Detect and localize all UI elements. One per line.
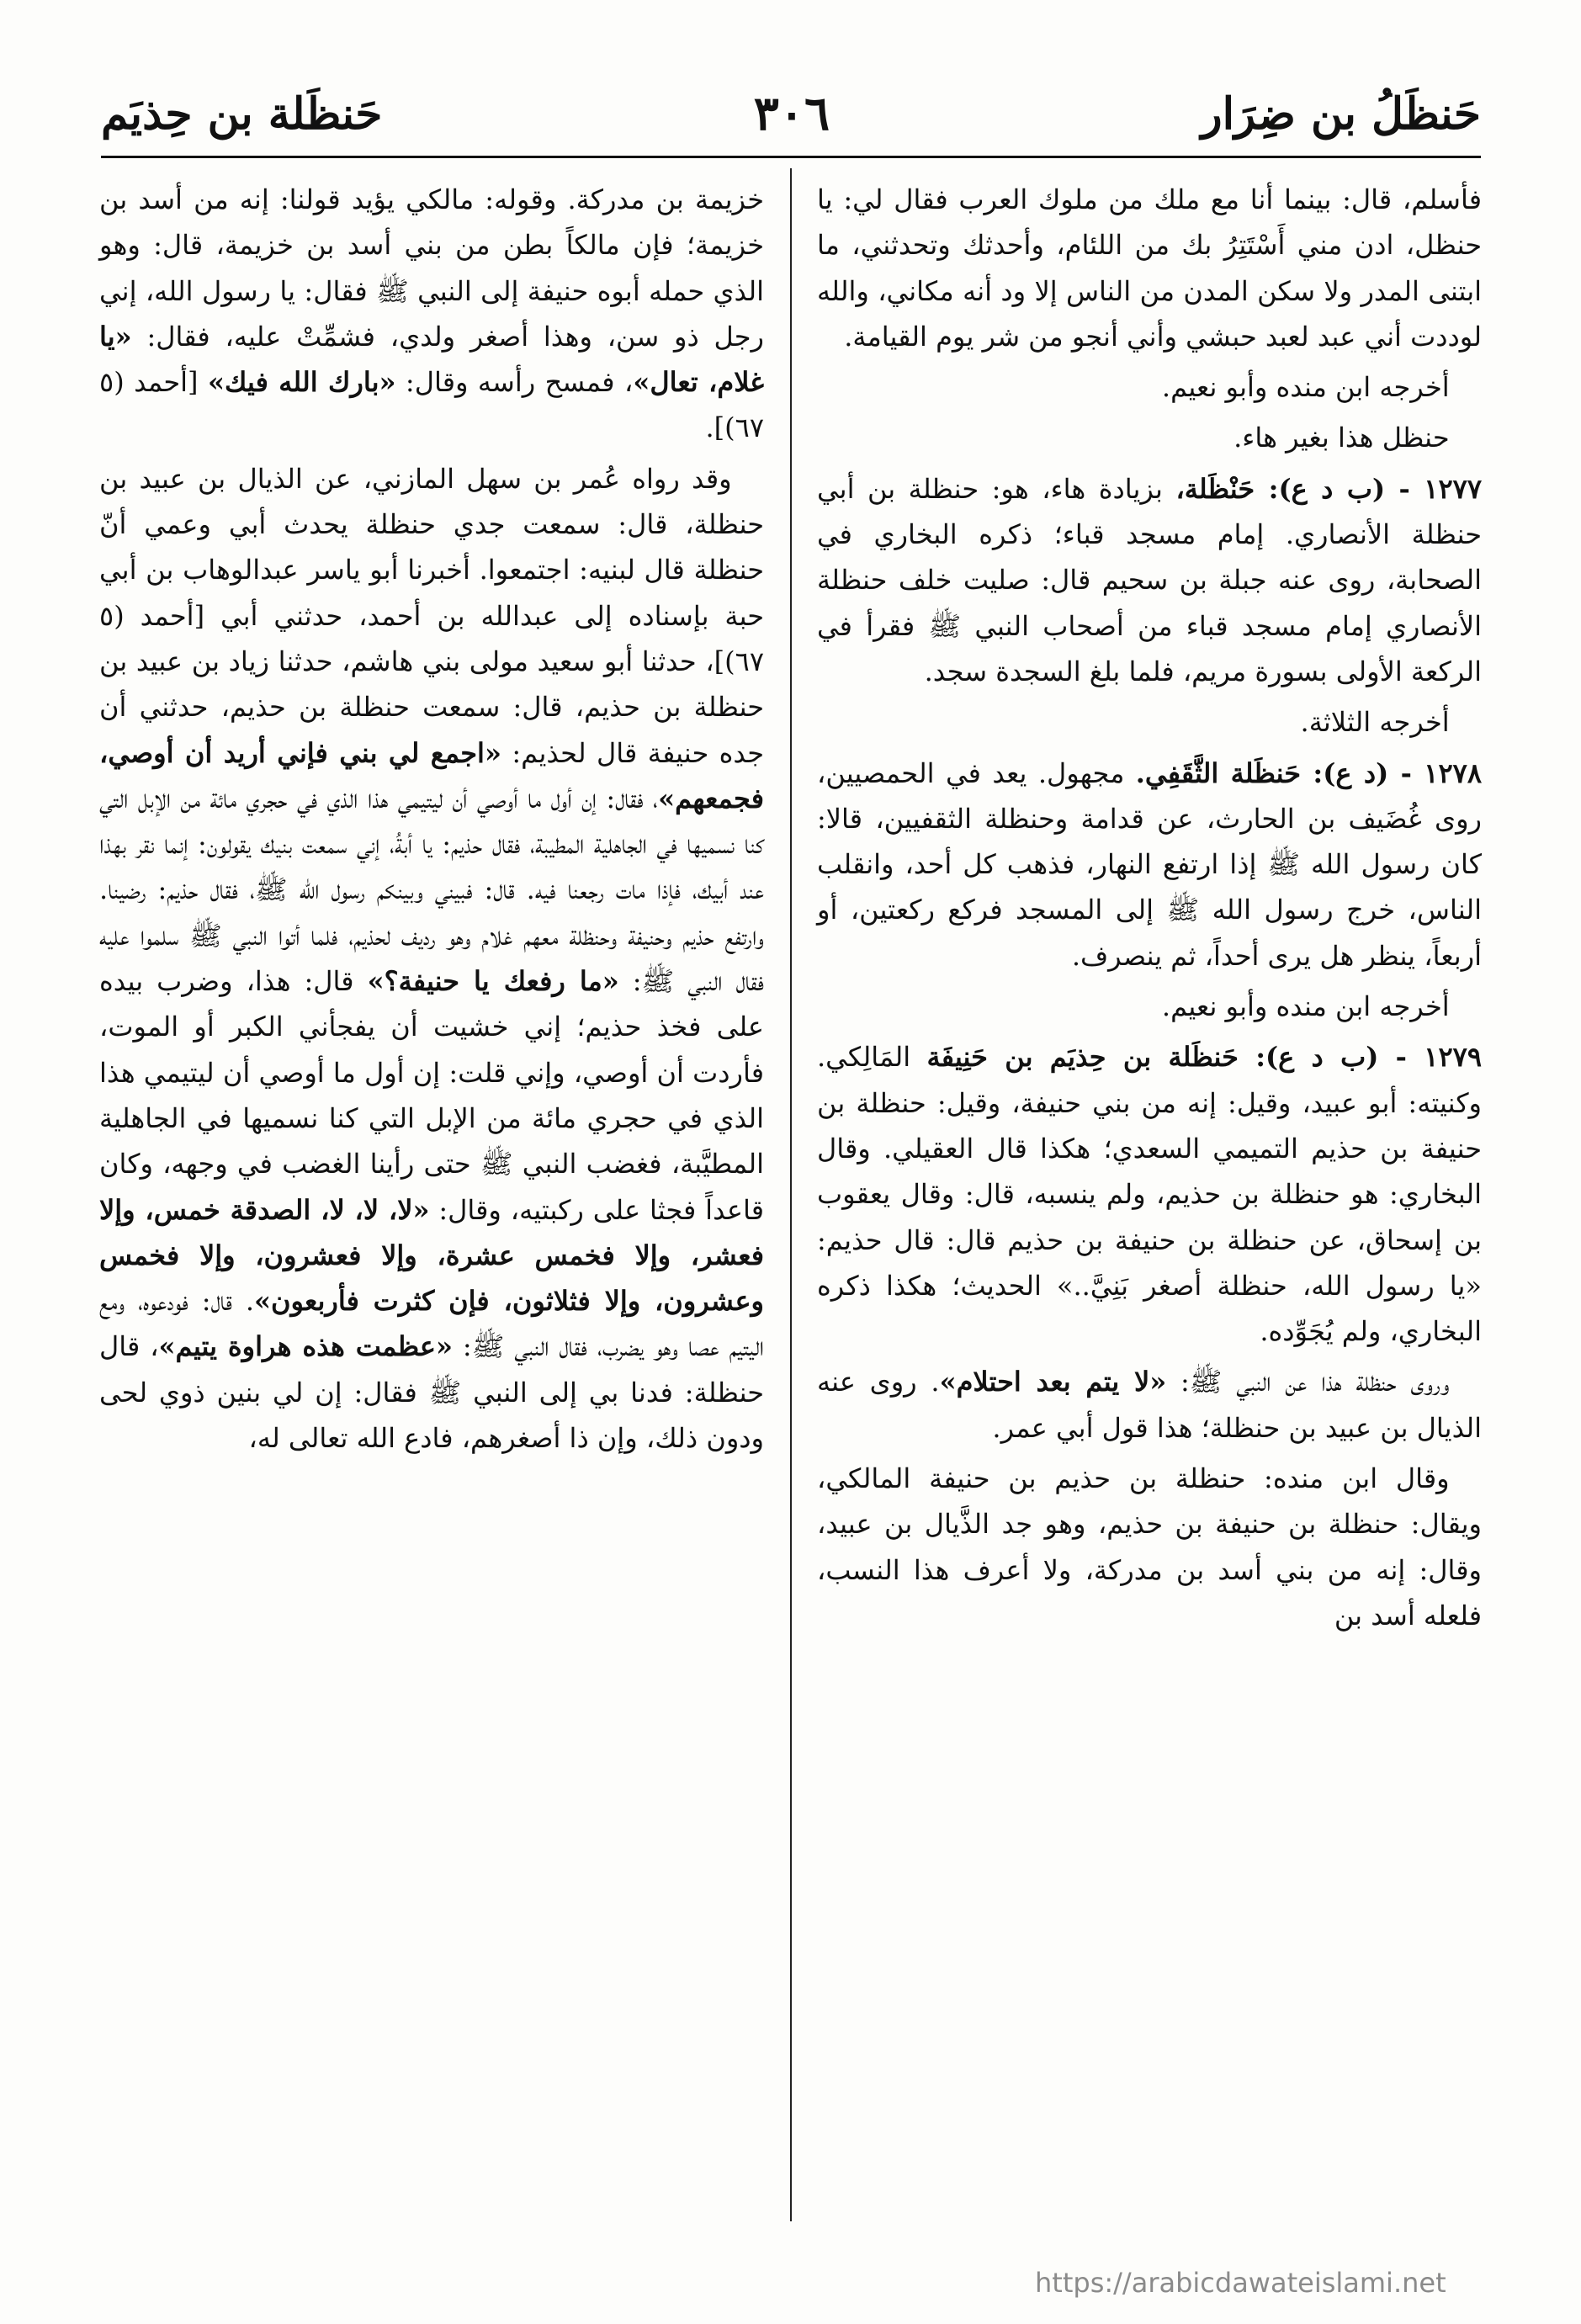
- entry-body: بزيادة هاء، هو: حنظلة بن أبي حنظلة الأنصاري. إمام مسجد قباء؛ ذكره البخاري في الصحابة، روى عنه جبلة بن سحيم قال: صليت خلف حنظلة الأنصاري إمام مسجد قباء من أصحاب النبي ﷺ فقرأ في الركعة الأولى بسورة مريم، فلما بلغ السجدة سجد.: [817, 472, 1482, 687]
- entry-body: مجهول. يعد في الحمصيين، روى غُضَيف بن الحارث، عن قدامة وحنظلة الثقفيين، قالا: كان رسول الله ﷺ إذا ارتفع النهار، فذهب كل أحد، وانقلب الناس، خرج رسول الله ﷺ إلى المسجد فركع ركعتين، أو أربعاً، ينظر هل يرى أحداً، ثم ينصرف.: [817, 756, 1482, 972]
- entry-1277: [817, 466, 1482, 694]
- running-title-right: حَنظَلُ بن ضِرَار: [1201, 88, 1481, 140]
- entry-heading: ١٢٧٧ - (ب د ع): حَنْظَلة،: [1175, 472, 1483, 505]
- text-run: خزيمة بن مدركة. وقوله: مالكي يؤيد قولنا: إنه من أسد بن خزيمة؛ فإن مالكاً بطن من بني أسد بن خزيمة، قال: وهو الذي حمله أبوه حنيفة إلى النبي ﷺ فقال: يا رسول الله، إني رجل ذو سن، وهذا أصغر ولدي، فشمِّتْ عليه، فقال:: [99, 183, 765, 353]
- hadith-quote: «عظمت هذه هراوة يتيم»: [158, 1330, 454, 1363]
- text-run: [أحمد (٥ ٦٧)].: [99, 366, 764, 444]
- column-divider: [790, 168, 792, 2221]
- text-run: ، فمسح رأسه وقال:: [395, 366, 634, 399]
- text-run: . قال: فودعوه، ومع اليتيم عصا وهو يضرب، فقال النبي ﷺ:: [99, 1285, 765, 1363]
- paragraph: حنظل هذا بغير هاء.: [1233, 422, 1450, 454]
- running-title-left: حَنظَلة بن حِذيَم: [101, 88, 383, 140]
- hadith-quote: «اجمع لي بني فإني أريد أن أوصي، فجمعهم»: [99, 736, 764, 814]
- text-run: وروى حنظلة هذا عن النبي ﷺ:: [1166, 1366, 1450, 1398]
- header-rule: [101, 156, 1481, 158]
- paragraph: أخرجه ابن منده وأبو نعيم.: [1161, 990, 1450, 1023]
- hadith-quote: «بارك الله فيك»: [207, 366, 396, 399]
- paragraph: أخرجه ابن منده وأبو نعيم.: [1161, 371, 1450, 404]
- left-column: [99, 177, 764, 1466]
- entry-heading: ١٢٧٩ - (ب د ع): حَنظَلة بن حِذيَم بن حَنِيفَة: [926, 1041, 1483, 1074]
- text-run: وقد رواه عُمر بن سهل المازني، عن الذيال بن عبيد بن حنظلة، قال: سمعت جدي حنظلة يحدث أبي وعمي أنّ حنظلة قال لبنيه: اجتمعوا. أخبرنا أبو ياسر عبدالوهاب بن أبي حبة بإسناده إلى عبدالله بن أحمد، حدثني أبي [أحمد (٥ ٦٧)]، حدثنا أبو سعيد مولى بني هاشم، حدثنا زياد بن عبيد بن حنظلة بن حذيم، قال: سمعت حنظلة بن حذيم، حدثني أن جده حنيفة قال لحذيم:: [99, 462, 765, 769]
- text-run: . روى عنه الذيال بن عبيد بن حنظلة؛ هذا قول أبي عمر.: [817, 1366, 1482, 1444]
- paragraph: فأسلم، قال: بينما أنا مع ملك من ملوك العرب فقال لي: يا حنظل، ادن مني أَسْتَتِرُ بك من اللئام، وأحدثك وتحدثني، ما ابتنى المدر ولا سكن المدن من الناس إلا ود أنه مكاني، والله لوددت أني عبد لعبد حبشي وأني أنجو من شر يوم القيامة.: [817, 183, 1483, 353]
- text-run: ، قال حنظلة: فدنا بي إلى النبي ﷺ فقال: إن لي بنين ذوي لحى ودون ذلك، وإن ذا أصغرهم، فادع الله تعالى له،: [99, 1330, 765, 1455]
- hadith-quote: «ما رفعك يا حنيفة؟»: [367, 965, 619, 998]
- page-header: [101, 80, 1481, 147]
- paragraph: وقال ابن منده: حنظلة بن حذيم بن حنيفة المالكي، ويقال: حنظلة بن حنيفة بن حذيم، وهو جد الذَّيال بن عبيد، وقال: إنه من بني أسد بن مدركة، ولا أعرف هذا النسب، فلعله أسد بن: [817, 1462, 1483, 1632]
- entry-1278: [817, 751, 1482, 979]
- paragraph: [99, 456, 764, 1462]
- right-column: [817, 177, 1482, 1643]
- text-run: قال: هذا، وضرب بيده على فخذ حذيم؛ إني خشيت أن يفجأني الكبر أو الموت، فأردت أن أوصي، وإني قلت: إن أول ما أوصي أن ليتيمي هذا الذي في حجري مائة من الإبل التي كنا نسميها في الجاهلية المطيَّبة، فغضب النبي ﷺ حتى رأينا الغضب في وجهه، وكان قاعداً فجثا على ركبتيه، وقال:: [99, 965, 765, 1226]
- watermark-url: https://arabicdawateislami.net: [1035, 2267, 1446, 2299]
- entry-heading: ١٢٧٨ - (د ع): حَنظَلة الثَّقَفِي.: [1135, 756, 1483, 789]
- hadith-quote: «لا، لا، لا، الصدقة خمس، وإلا فعشر، وإلا فخمس عشرة، وإلا فعشرون، وإلا فخمس وعشرون، وإلا فثلاثون، فإن كثرت فأربعون»: [99, 1193, 765, 1318]
- paragraph: أخرجه الثلاثة.: [1300, 706, 1450, 739]
- paragraph: [817, 1359, 1482, 1451]
- entry-body: المَالِكي. وكنيته: أبو عبيد، وقيل: إنه من بني حنيفة، وقيل: حنظلة بن حنيفة بن حذيم التميمي السعدي؛ هكذا قال العقيلي. وقال البخاري: هو حنظلة بن حذيم، ولم ينسبه، قال: وقال يعقوب بن إسحاق، عن حنظلة بن حنيفة بن حذيم قال: قال حذيم: «يا رسول الله، حنظلة أصغر بَنِيَّ..» الحديث؛ هكذا ذكره البخاري، ولم يُجَوِّده.: [817, 1041, 1482, 1348]
- entry-1279: [817, 1034, 1482, 1354]
- paragraph: [99, 177, 764, 451]
- text-run: ، فقال: إن أول ما أوصي أن ليتيمي هذا الذي في حجري مائة من الإبل التي كنا نسميها في الجاهلية المطيبة، فقال حذيم: يا أبةُ، إني سمعت بنيك يقولون: إنما نقر بهذا عند أبيك، فإذا مات رجعنا فيه. قال: فبيني وبينكم رسول الله ﷺ، فقال حذيم: رضينا. وارتفع حذيم وحنيفة وحنظلة معهم غلام وهو رديف لحذيم، فلما أتوا النبي ﷺ سلموا عليه فقال النبي ﷺ:: [99, 782, 765, 998]
- hadith-quote: «لا يتم بعد احتلام»: [939, 1366, 1167, 1398]
- hadith-quote: «يا غلام، تعال»: [99, 320, 765, 399]
- page-number: ٣٠٦: [753, 86, 830, 141]
